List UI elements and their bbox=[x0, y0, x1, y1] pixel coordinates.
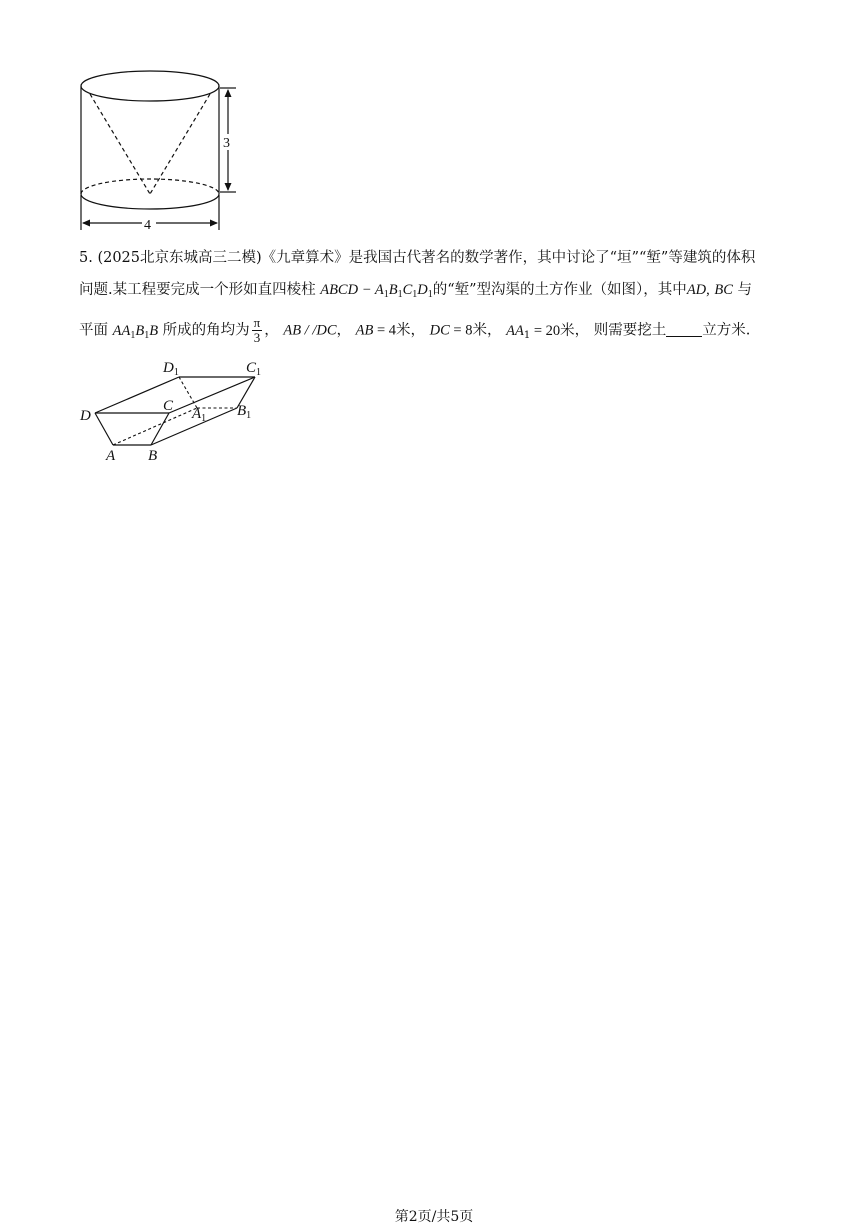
question-number: 5. bbox=[79, 250, 93, 266]
segment-ad: AD bbox=[686, 282, 707, 298]
question-text-line3-tail: 立方米. bbox=[702, 322, 751, 339]
segment-bc: BC bbox=[714, 282, 733, 298]
label-B1: $B_1$ bbox=[237, 403, 252, 421]
question-text-line3-end: 则需要挖土 bbox=[593, 322, 667, 339]
parallel-condition: AB / /DC bbox=[283, 322, 337, 339]
plane-name: $AA_1B_1B$ bbox=[112, 322, 159, 341]
cylinder-bottom-back bbox=[81, 179, 219, 194]
question-text-line3-pre: 平面 bbox=[79, 322, 108, 339]
arrow-left bbox=[82, 220, 90, 227]
aa1-length: $AA_1 = 20$米 bbox=[506, 322, 575, 341]
edge-D-A bbox=[95, 413, 113, 445]
label-A1: $A_1$ bbox=[192, 406, 207, 424]
question5-line2: 问题.某工程要完成一个形如直四棱柱 ABCD − $A_1B_1C_1D_1$的“堑”型沟渠的土方作业（如图），其中AD, BC 与 bbox=[79, 282, 753, 300]
prism-trench-figure bbox=[75, 355, 275, 467]
cylinder-top-ellipse bbox=[81, 71, 219, 101]
height-label: 3 bbox=[223, 136, 230, 151]
diameter-label: 4 bbox=[144, 218, 151, 233]
label-D: D bbox=[80, 408, 91, 424]
cylinder-cone-figure bbox=[70, 60, 250, 235]
edge-B-C bbox=[151, 413, 169, 445]
label-B: B bbox=[148, 448, 158, 464]
question-source: (2025北京东城高三二模) bbox=[97, 250, 262, 266]
ab-length: AB = 4米 bbox=[355, 322, 411, 339]
dc-length: DC = 8米 bbox=[429, 322, 487, 339]
prism-name: ABCD − $A_1B_1C_1D_1$ bbox=[320, 282, 433, 300]
cylinder-bottom-front bbox=[81, 194, 219, 209]
cone-right-edge bbox=[150, 94, 210, 194]
question-text-line3-mid: 所成的角均为 bbox=[162, 322, 250, 339]
label-A: A bbox=[106, 448, 116, 464]
arrow-down bbox=[225, 183, 232, 191]
cone-left-edge bbox=[90, 94, 150, 194]
question-text-line2-end: 与 bbox=[737, 282, 753, 298]
question-text-line2-post: 的“堑”型沟渠的土方作业（如图），其中 bbox=[432, 282, 687, 298]
question-text-line1: 《九章算术》是我国古代著名的数学著作，其中讨论了“垣”“堑”等建筑的体积 bbox=[261, 250, 756, 266]
question5-line3: 平面 $AA_1B_1B$ 所成的角均为 $\frac{\pi}{3}$ ， AB / /DC， AB = 4米， DC = 8米， $AA_1 = 20$米， 则需要挖土 立方米. bbox=[79, 315, 751, 345]
question5-line1 bbox=[79, 248, 755, 268]
label-C1: $C_1$ bbox=[246, 360, 262, 378]
arrow-up bbox=[225, 89, 232, 97]
answer-blank[interactable] bbox=[666, 322, 702, 337]
label-D1: $D_1$ bbox=[163, 360, 179, 378]
angle-fraction: $\frac{\pi}{3}$ bbox=[253, 315, 261, 345]
page-footer: 第2页/共5页 bbox=[394, 1209, 474, 1225]
arrow-right bbox=[210, 220, 218, 227]
label-C: C bbox=[163, 398, 174, 414]
edge-A1-D1 bbox=[179, 377, 197, 408]
question-text-line2-pre: 问题.某工程要完成一个形如直四棱柱 bbox=[79, 282, 316, 298]
